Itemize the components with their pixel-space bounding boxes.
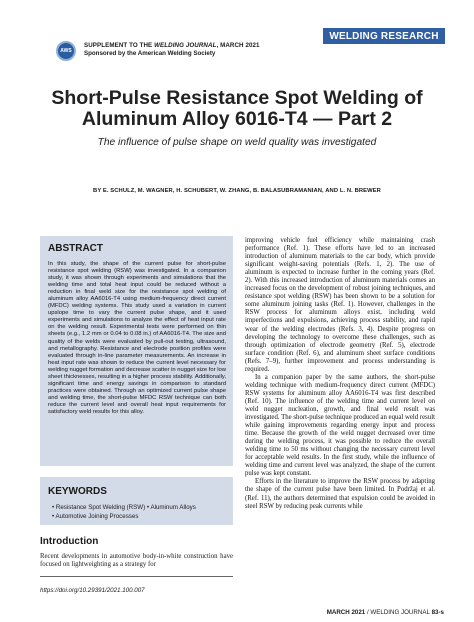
section-banner: WELDING RESEARCH xyxy=(323,28,445,44)
body-paragraph: Efforts in the literature to improve the RSW process by adapting the shape of the current pulse have been limited. In Podržaj et al. (Ref. 11), the authors determined that expulsion could be avoided in steel RSW by reducing peak currents while xyxy=(245,478,435,510)
page-footer: MARCH 2021 / WELDING JOURNAL 83-s xyxy=(326,609,444,616)
aws-logo xyxy=(56,41,76,61)
body-paragraph: improving vehicle fuel efficiency while maintaining crash performance (Ref. 1). These efforts have led to an increased introduction of aluminum materials to the car body, which provide significant weight-saving potentials (Refs. 1, 2). The use of aluminum is expected to increase further in the coming years (Ref. 2). With this increased introduction of aluminum materials comes an increased focus on the development of robust joining techniques, and resistance spot welding (RSW) has been shown to be a solution for some aluminum joining tasks (Ref. 1). However, challenges in the RSW process for aluminum alloys exist, including weld imperfections and expulsions, achieving process stability, and rapid wear of the welding electrodes (Refs. 3, 4). Despite progress on developing the technology to overcome these challenges, such as through optimization of electrode geometry (Ref. 5), electrode surface condition (Ref. 6), and aluminum sheet surface conditions (Refs. 7–9), further improvement and process understanding is required. xyxy=(245,237,435,373)
abstract-heading: ABSTRACT xyxy=(48,243,103,254)
abstract-text: In this study, the shape of the current pulse for short-pulse resistance spot welding (RSW) was investigated. In a companion study, it was shown through experiments and simulations that the welding time and total heat input could be reduced without a reduction in final weld size for the resistance spot welding of aluminum alloy AA6016-T4 using medium-frequency direct current (MFDC) welding systems. This study used a variation in current upslope time to vary the current pulse shape, and it used experiments and simulations to analyze the effect of heat input rate on the welding result. Experimental tests were performed on thin sheets (e.g., 1.2 mm or 0.04 to 0.08 in.) of AA6016-T4. The size and quality of the welds were evaluated by pull-out testing, ultrasound, and metallography. Resistance and electrode position profiles were evaluated through in-line parameter measurements. An increase in heat input rate was shown to reduce the current level necessary for welding nugget formation and decrease scatter in nugget size for low sheet thicknesses, resulting in a higher process stability. Additionally, significant time and energy savings in comparison to standard practices were obtained. Through an optimized current pulse shape and welding time, the short-pulse MFDC RSW technique can both reduce the current level and overall heat input requirements for satisfactory weld results for this alloy. xyxy=(48,261,227,415)
introduction-text: Recent developments in automotive body-in-white construction have focused on lightweighting as a strategy for xyxy=(40,553,233,569)
keyword-line: • Resistance Spot Welding (RSW) • Aluminum Alloys xyxy=(52,504,196,511)
author-list: BY E. SCHULZ, M. WAGNER, H. SCHUBERT, W. ZHANG, B. BALASUBRAMANIAN, AND L. N. BREWER xyxy=(93,188,381,194)
logo-text: AWS xyxy=(60,48,72,54)
keywords-list xyxy=(52,504,196,521)
article-subtitle: The influence of pulse shape on weld quality was investigated xyxy=(97,137,377,148)
supplement-line: SUPPLEMENT TO THE WELDING JOURNAL, MARCH 2021 xyxy=(84,42,260,49)
article-title-line2: Aluminum Alloy 6016-T4 — Part 2 xyxy=(81,108,393,130)
body-paragraph: In a companion paper by the same authors, the short-pulse welding technique with medium-frequency direct current (MFDC) RSW systems for aluminum alloy AA6016-T4 was first described (Ref. 10). The influence of the welding time and current level on weld nugget nucleation, growth, and final weld result was investigated. The short-pulse technique produced an equal weld result while gaining improvements regarding energy input and process time. Because the growth of the weld nugget decreased over time during the welding process, it was possible to reduce the overall welding time to 50 ms without changing the necessary current level for acceptable weld results. In the first study, while the influence of welding time and current level was analyzed, the shape of the current pulse was kept constant. xyxy=(245,373,435,478)
sponsor-line: Sponsored by the American Welding Society xyxy=(84,50,216,57)
introduction-heading: Introduction xyxy=(40,536,99,547)
article-title-line1: Short-Pulse Resistance Spot Welding of xyxy=(51,87,423,109)
keywords-heading: KEYWORDS xyxy=(48,486,107,497)
keyword-line: • Automotive Joining Processes xyxy=(52,512,139,520)
abstract-box xyxy=(40,236,233,466)
keywords-box xyxy=(40,477,233,525)
footnote-divider xyxy=(40,576,233,577)
body-column-right xyxy=(245,237,435,511)
doi-link[interactable]: https://doi.org/10.29391/2021.100.007 xyxy=(40,587,145,594)
journal-name: WELDING JOURNAL xyxy=(154,42,217,49)
